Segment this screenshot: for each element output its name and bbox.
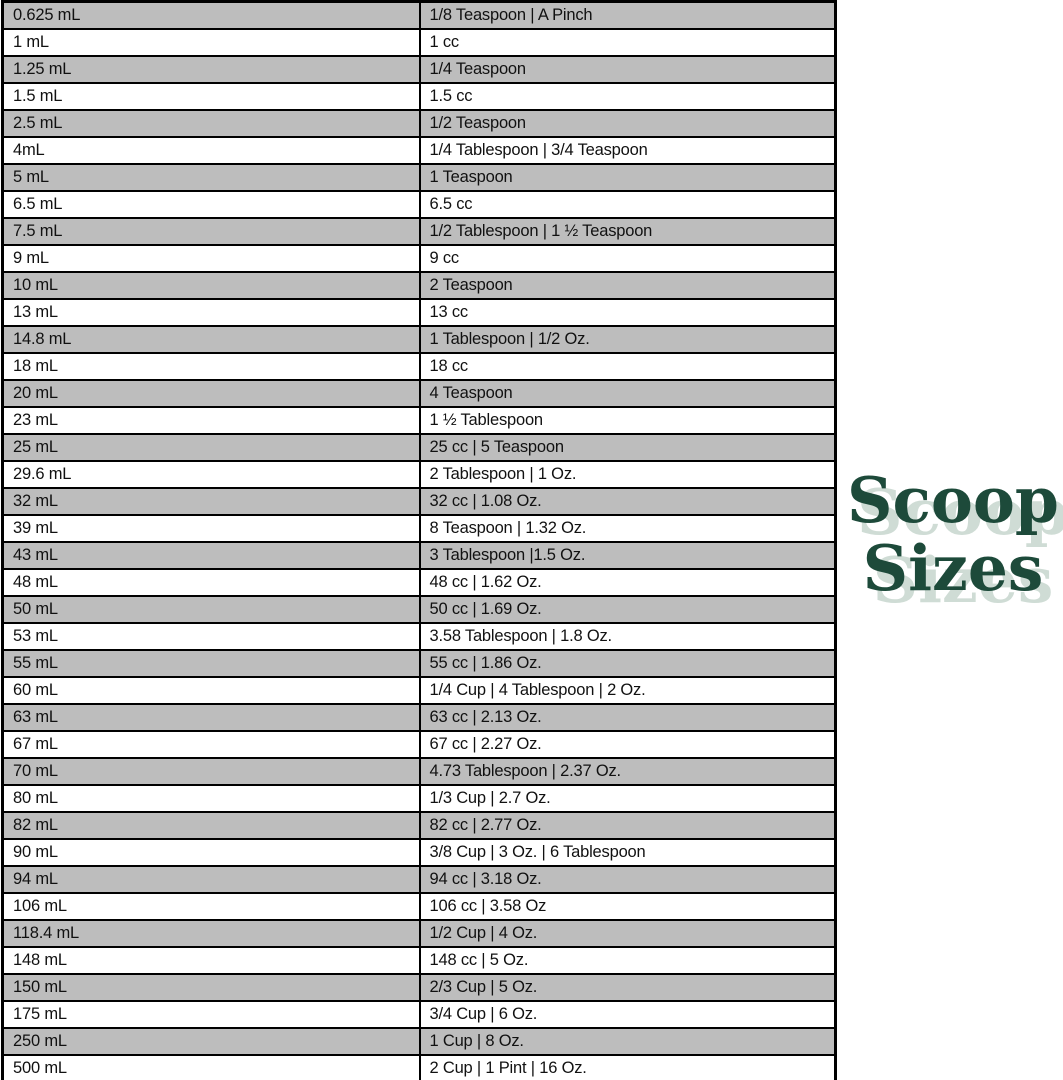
ml-cell: 70 mL bbox=[3, 758, 420, 785]
table-row bbox=[3, 785, 836, 812]
table-row bbox=[3, 2, 836, 29]
table-row bbox=[3, 137, 836, 164]
equivalent-cell: 3.58 Tablespoon | 1.8 Oz. bbox=[420, 623, 836, 650]
ml-cell: 20 mL bbox=[3, 380, 420, 407]
equivalent-cell: 67 cc | 2.27 Oz. bbox=[420, 731, 836, 758]
scoop-sizes-logo bbox=[843, 463, 1063, 605]
ml-cell: 29.6 mL bbox=[3, 461, 420, 488]
equivalent-cell: 1 Cup | 8 Oz. bbox=[420, 1028, 836, 1055]
table-row bbox=[3, 353, 836, 380]
equivalent-cell: 82 cc | 2.77 Oz. bbox=[420, 812, 836, 839]
equivalent-cell: 1/2 Teaspoon bbox=[420, 110, 836, 137]
equivalent-cell: 50 cc | 1.69 Oz. bbox=[420, 596, 836, 623]
equivalent-cell: 3/4 Cup | 6 Oz. bbox=[420, 1001, 836, 1028]
table-row bbox=[3, 110, 836, 137]
equivalent-cell: 2 Cup | 1 Pint | 16 Oz. bbox=[420, 1055, 836, 1080]
ml-cell: 1 mL bbox=[3, 29, 420, 56]
table-row bbox=[3, 1055, 836, 1080]
equivalent-cell: 1/8 Teaspoon | A Pinch bbox=[420, 2, 836, 29]
ml-cell: 53 mL bbox=[3, 623, 420, 650]
ml-cell: 55 mL bbox=[3, 650, 420, 677]
table-row bbox=[3, 29, 836, 56]
equivalent-cell: 1 ½ Tablespoon bbox=[420, 407, 836, 434]
scoop-size-conversion-table bbox=[1, 0, 837, 1080]
ml-cell: 90 mL bbox=[3, 839, 420, 866]
ml-cell: 2.5 mL bbox=[3, 110, 420, 137]
table-row bbox=[3, 1001, 836, 1028]
table-row bbox=[3, 839, 836, 866]
conversion-table-body bbox=[3, 2, 836, 1080]
equivalent-cell: 8 Teaspoon | 1.32 Oz. bbox=[420, 515, 836, 542]
ml-cell: 500 mL bbox=[3, 1055, 420, 1080]
ml-cell: 250 mL bbox=[3, 1028, 420, 1055]
table-row bbox=[3, 920, 836, 947]
logo-line-1: Scoop bbox=[847, 463, 1059, 537]
table-row bbox=[3, 461, 836, 488]
equivalent-cell: 1/3 Cup | 2.7 Oz. bbox=[420, 785, 836, 812]
table-row bbox=[3, 380, 836, 407]
table-row bbox=[3, 272, 836, 299]
equivalent-cell: 3 Tablespoon |1.5 Oz. bbox=[420, 542, 836, 569]
equivalent-cell: 3/8 Cup | 3 Oz. | 6 Tablespoon bbox=[420, 839, 836, 866]
ml-cell: 67 mL bbox=[3, 731, 420, 758]
ml-cell: 50 mL bbox=[3, 596, 420, 623]
equivalent-cell: 1.5 cc bbox=[420, 83, 836, 110]
ml-cell: 1.25 mL bbox=[3, 56, 420, 83]
ml-cell: 148 mL bbox=[3, 947, 420, 974]
equivalent-cell: 25 cc | 5 Teaspoon bbox=[420, 434, 836, 461]
table-row bbox=[3, 974, 836, 1001]
table-row bbox=[3, 542, 836, 569]
table-row bbox=[3, 650, 836, 677]
table-row bbox=[3, 677, 836, 704]
table-row bbox=[3, 569, 836, 596]
table-row bbox=[3, 434, 836, 461]
ml-cell: 25 mL bbox=[3, 434, 420, 461]
ml-cell: 80 mL bbox=[3, 785, 420, 812]
equivalent-cell: 1/4 Teaspoon bbox=[420, 56, 836, 83]
table-row bbox=[3, 191, 836, 218]
ml-cell: 118.4 mL bbox=[3, 920, 420, 947]
table-row bbox=[3, 731, 836, 758]
ml-cell: 63 mL bbox=[3, 704, 420, 731]
ml-cell: 23 mL bbox=[3, 407, 420, 434]
table-row bbox=[3, 866, 836, 893]
ml-cell: 32 mL bbox=[3, 488, 420, 515]
equivalent-cell: 106 cc | 3.58 Oz bbox=[420, 893, 836, 920]
equivalent-cell: 4 Teaspoon bbox=[420, 380, 836, 407]
table-row bbox=[3, 218, 836, 245]
ml-cell: 39 mL bbox=[3, 515, 420, 542]
equivalent-cell: 9 cc bbox=[420, 245, 836, 272]
table-row bbox=[3, 623, 836, 650]
equivalent-cell: 1/2 Cup | 4 Oz. bbox=[420, 920, 836, 947]
ml-cell: 9 mL bbox=[3, 245, 420, 272]
ml-cell: 13 mL bbox=[3, 299, 420, 326]
table-row bbox=[3, 515, 836, 542]
table-row bbox=[3, 488, 836, 515]
equivalent-cell: 2 Tablespoon | 1 Oz. bbox=[420, 461, 836, 488]
logo-line-2: Sizes bbox=[862, 531, 1044, 605]
ml-cell: 0.625 mL bbox=[3, 2, 420, 29]
ml-cell: 82 mL bbox=[3, 812, 420, 839]
equivalent-cell: 2 Teaspoon bbox=[420, 272, 836, 299]
table-row bbox=[3, 56, 836, 83]
equivalent-cell: 1 Teaspoon bbox=[420, 164, 836, 191]
equivalent-cell: 55 cc | 1.86 Oz. bbox=[420, 650, 836, 677]
table-row bbox=[3, 245, 836, 272]
equivalent-cell: 2/3 Cup | 5 Oz. bbox=[420, 974, 836, 1001]
equivalent-cell: 148 cc | 5 Oz. bbox=[420, 947, 836, 974]
ml-cell: 10 mL bbox=[3, 272, 420, 299]
table-row bbox=[3, 299, 836, 326]
table-row bbox=[3, 326, 836, 353]
table-row bbox=[3, 596, 836, 623]
ml-cell: 5 mL bbox=[3, 164, 420, 191]
table-row bbox=[3, 947, 836, 974]
table-row bbox=[3, 758, 836, 785]
table-row bbox=[3, 164, 836, 191]
ml-cell: 106 mL bbox=[3, 893, 420, 920]
equivalent-cell: 1 Tablespoon | 1/2 Oz. bbox=[420, 326, 836, 353]
equivalent-cell: 13 cc bbox=[420, 299, 836, 326]
table-row bbox=[3, 407, 836, 434]
ml-cell: 48 mL bbox=[3, 569, 420, 596]
ml-cell: 6.5 mL bbox=[3, 191, 420, 218]
equivalent-cell: 18 cc bbox=[420, 353, 836, 380]
ml-cell: 14.8 mL bbox=[3, 326, 420, 353]
equivalent-cell: 1/4 Cup | 4 Tablespoon | 2 Oz. bbox=[420, 677, 836, 704]
equivalent-cell: 1/2 Tablespoon | 1 ½ Teaspoon bbox=[420, 218, 836, 245]
ml-cell: 60 mL bbox=[3, 677, 420, 704]
table-row bbox=[3, 83, 836, 110]
equivalent-cell: 6.5 cc bbox=[420, 191, 836, 218]
equivalent-cell: 1 cc bbox=[420, 29, 836, 56]
ml-cell: 94 mL bbox=[3, 866, 420, 893]
ml-cell: 18 mL bbox=[3, 353, 420, 380]
ml-cell: 1.5 mL bbox=[3, 83, 420, 110]
equivalent-cell: 48 cc | 1.62 Oz. bbox=[420, 569, 836, 596]
equivalent-cell: 4.73 Tablespoon | 2.37 Oz. bbox=[420, 758, 836, 785]
equivalent-cell: 63 cc | 2.13 Oz. bbox=[420, 704, 836, 731]
equivalent-cell: 32 cc | 1.08 Oz. bbox=[420, 488, 836, 515]
ml-cell: 150 mL bbox=[3, 974, 420, 1001]
table-row bbox=[3, 812, 836, 839]
ml-cell: 4mL bbox=[3, 137, 420, 164]
ml-cell: 43 mL bbox=[3, 542, 420, 569]
equivalent-cell: 1/4 Tablespoon | 3/4 Teaspoon bbox=[420, 137, 836, 164]
ml-cell: 7.5 mL bbox=[3, 218, 420, 245]
ml-cell: 175 mL bbox=[3, 1001, 420, 1028]
table-row bbox=[3, 893, 836, 920]
equivalent-cell: 94 cc | 3.18 Oz. bbox=[420, 866, 836, 893]
table-row bbox=[3, 1028, 836, 1055]
table-row bbox=[3, 704, 836, 731]
